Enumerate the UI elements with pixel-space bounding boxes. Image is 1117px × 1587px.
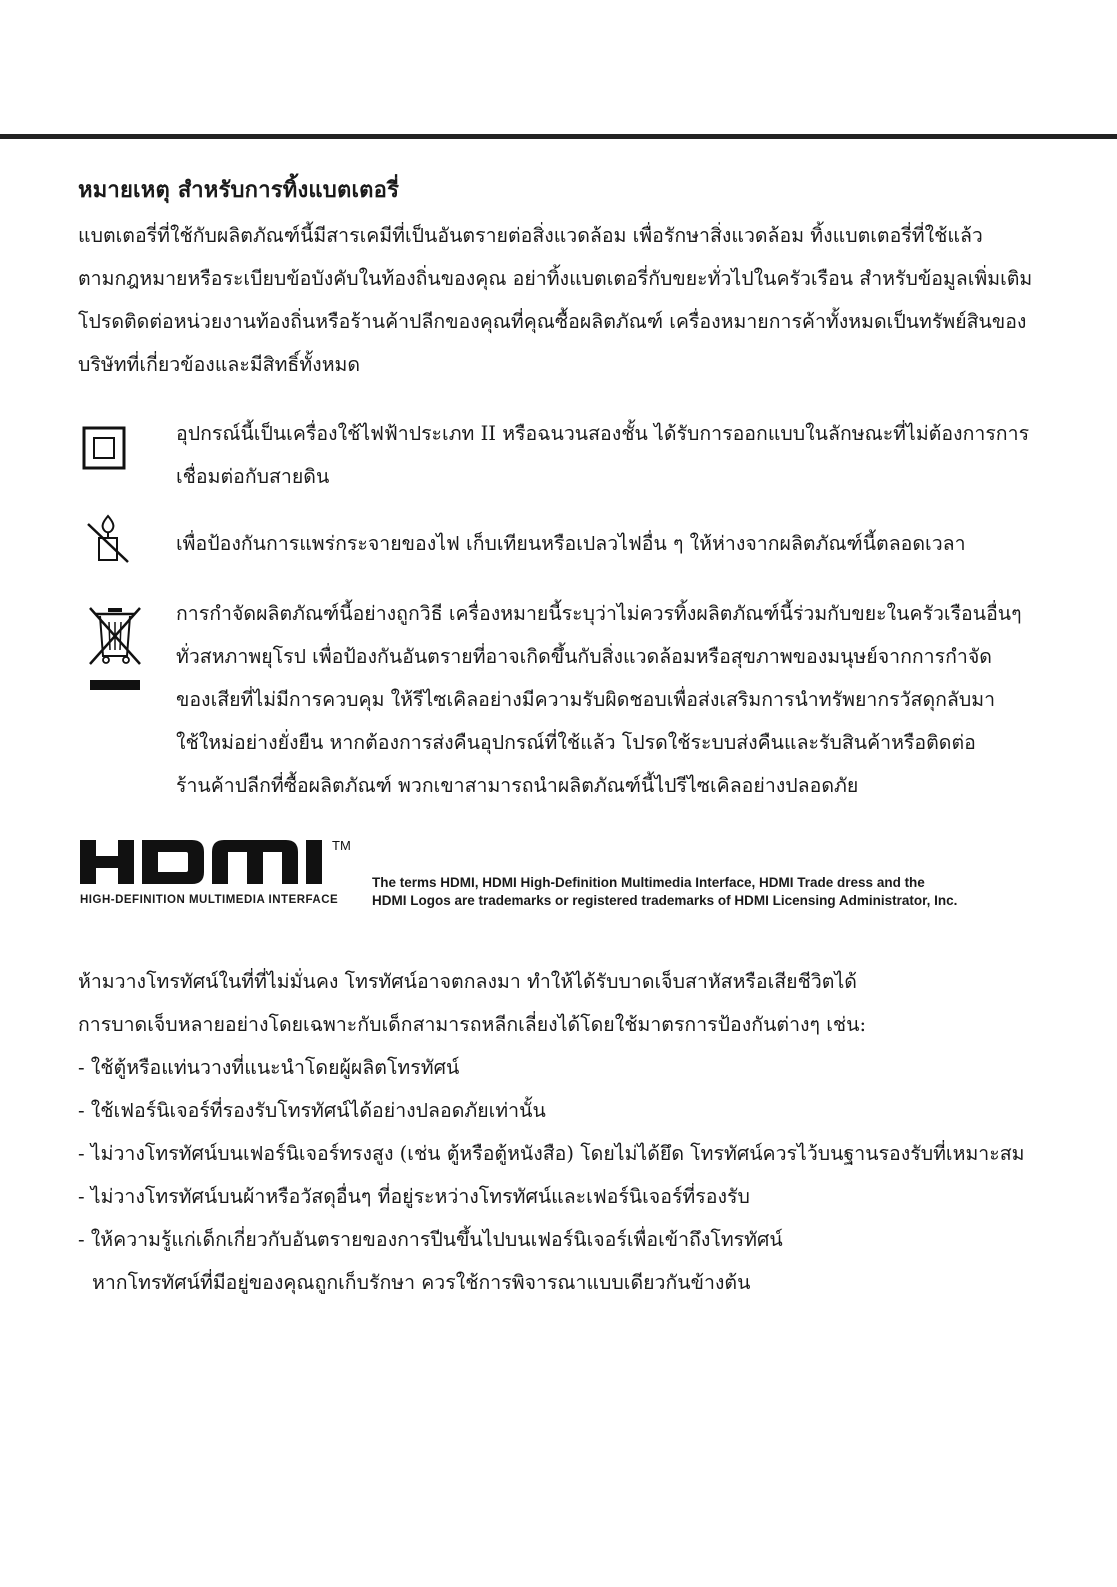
battery-disposal-paragraph: [78, 214, 1078, 386]
safety-line: ห้ามวางโทรทัศน์ในที่ที่ไม่มั่นคง โทรทัศน์อาจตกลงมา ทำให้ได้รับบาดเจ็บสาหัสหรือเสียชีวิตได้: [78, 970, 857, 993]
safety-line: หากโทรทัศน์ที่มีอยู่ของคุณถูกเก็บรักษา ควรใช้การพิจารณาแบบเดียวกันข้างต้น: [92, 1271, 751, 1294]
trademark-mark: TM: [332, 838, 351, 853]
class-ii-text: [176, 412, 1029, 498]
safety-bullet: - ใช้เฟอร์นิเจอร์ที่รองรับโทรทัศน์ได้อย่างปลอดภัยเท่านั้น: [78, 1099, 546, 1122]
paragraph-line: บริษัทที่เกี่ยวข้องและมีสิทธิ์ทั้งหมด: [78, 353, 361, 376]
hdmi-wordmark-icon: [80, 836, 382, 892]
safety-bullet: - ให้ความรู้แก่เด็กเกี่ยวกับอันตรายของการปีนขึ้นไปบนเฟอร์นิเจอร์เพื่อเข้าถึงโทรทัศน์: [78, 1228, 783, 1251]
safety-line: การบาดเจ็บหลายอย่างโดยเฉพาะกับเด็กสามารถหลีกเลี่ยงได้โดยใช้มาตรการป้องกันต่างๆ เช่น:: [78, 1013, 867, 1036]
legal-line: The terms HDMI, HDMI High-Definition Multimedia Interface, HDMI Trade dress and the: [372, 875, 925, 890]
no-flame-text: [176, 522, 966, 565]
weee-text: [176, 592, 1022, 807]
legal-line: HDMI Logos are trademarks or registered trademarks of HDMI Licensing Administrator, Inc.: [372, 893, 958, 908]
notice-line: ของเสียที่ไม่มีการควบคุม ให้รีไซเคิลอย่างมีความรับผิดชอบเพื่อส่งเสริมการนำทรัพยากรวัสดุกลับมา: [176, 688, 996, 711]
safety-bullet: - ใช้ตู้หรือแท่นวางที่แนะนำโดยผู้ผลิตโทรทัศน์: [78, 1056, 460, 1079]
safety-bullet: - ไม่วางโทรทัศน์บนผ้าหรือวัสดุอื่นๆ ที่อยู่ระหว่างโทรทัศน์และเฟอร์นิเจอร์ที่รองรับ: [78, 1185, 750, 1208]
notice-line: ทั่วสหภาพยุโรป เพื่อป้องกันอันตรายที่อาจเกิดขึ้นกับสิ่งแวดล้อมหรือสุขภาพของมนุษย์จากการกำจัด: [176, 645, 992, 668]
paragraph-line: ตามกฎหมายหรือระเบียบข้อบังคับในท้องถิ่นของคุณ อย่าทิ้งแบตเตอรี่กับขยะทั่วไปในครัวเรือน สำหรับข้อมูลเพิ่มเติม: [78, 267, 1033, 290]
notice-line: ร้านค้าปลีกที่ซื้อผลิตภัณฑ์ พวกเขาสามารถนำผลิตภัณฑ์นี้ไปรีไซเคิลอย่างปลอดภัย: [176, 774, 859, 797]
hdmi-tagline: HIGH-DEFINITION MULTIMEDIA INTERFACE: [80, 894, 339, 906]
tv-safety-warning: [78, 960, 1024, 1304]
weee-crossed-bin-icon: [86, 604, 144, 698]
double-insulation-icon: [82, 426, 126, 474]
hdmi-trademark-notice: [372, 874, 957, 910]
paragraph-line: โปรดติดต่อหน่วยงานท้องถิ่นหรือร้านค้าปลีกของคุณที่คุณซื้อผลิตภัณฑ์ เครื่องหมายการค้าทั้งหมดเป็นทรัพย์สินของ: [78, 310, 1027, 333]
notice-line: เชื่อมต่อกับสายดิน: [176, 465, 330, 488]
notice-line: เพื่อป้องกันการแพร่กระจายของไฟ เก็บเทียนหรือเปลวไฟอื่น ๆ ให้ห่างจากผลิตภัณฑ์นี้ตลอดเวลา: [176, 532, 966, 555]
top-divider: [0, 134, 1117, 139]
section-title: หมายเหตุ สำหรับการทิ้งแบตเตอรี่: [78, 177, 400, 203]
paragraph-line: แบตเตอรี่ที่ใช้กับผลิตภัณฑ์นี้มีสารเคมีที่เป็นอันตรายต่อสิ่งแวดล้อม เพื่อรักษาสิ่งแวดล้อม ทิ้งแบตเตอรี่ที่ใช้แล้ว: [78, 224, 983, 247]
no-open-flame-icon: [84, 514, 132, 568]
notice-line: อุปกรณ์นี้เป็นเครื่องใช้ไฟฟ้าประเภท II หรือฉนวนสองชั้น ได้รับการออกแบบในลักษณะที่ไม่ต้องการการ: [176, 422, 1030, 445]
notice-line: การกำจัดผลิตภัณฑ์นี้อย่างถูกวิธี เครื่องหมายนี้ระบุว่าไม่ควรทิ้งผลิตภัณฑ์นี้ร่วมกับขยะในครัวเรือนอื่นๆ: [176, 602, 1022, 625]
notice-line: ใช้ใหม่อย่างยั่งยืน หากต้องการส่งคืนอุปกรณ์ที่ใช้แล้ว โปรดใช้ระบบส่งคืนและรับสินค้าหรือติดต่อ: [176, 731, 976, 754]
safety-bullet: - ไม่วางโทรทัศน์บนเฟอร์นิเจอร์ทรงสูง (เช่น ตู้หรือตู้หนังสือ) โดยไม่ได้ยึด โทรทัศน์ควรไว้บนฐานรองรับที่เหมาะสม: [78, 1142, 1025, 1165]
